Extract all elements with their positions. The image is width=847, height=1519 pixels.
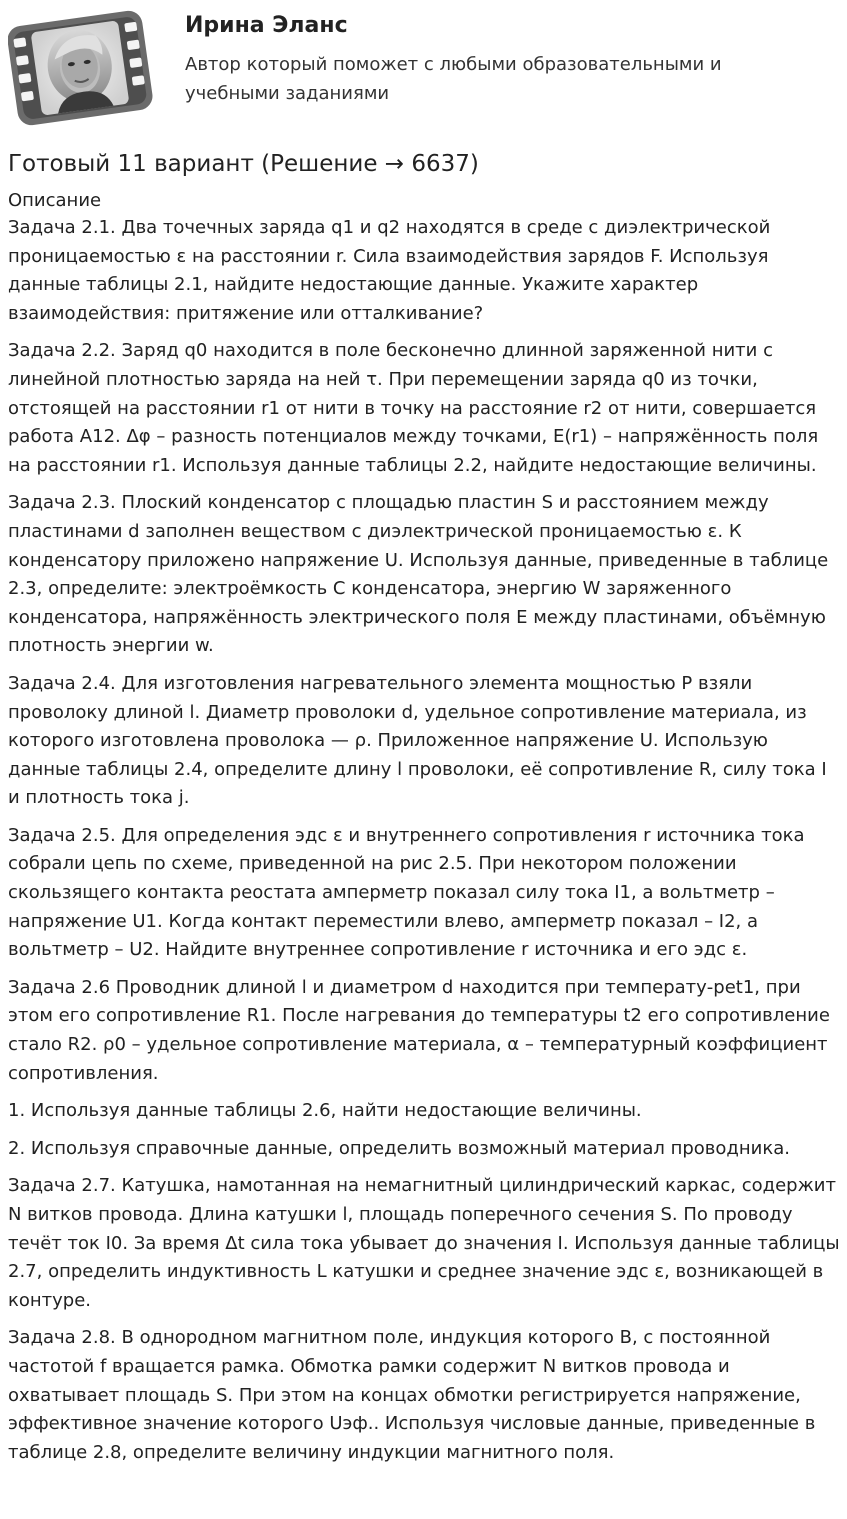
task-paragraph: 2. Используя справочные данные, определить возможный материал проводника. [8, 1137, 790, 1159]
author-avatar[interactable] [8, 8, 153, 128]
section-label-description: Описание [8, 190, 102, 211]
task-paragraph: Задача 2.6 Проводник длиной l и диаметром d находится при температу-рet1, при этом его сопротивление R1. После нагревания до температуры t2 его сопротивление стало R2. ρ0 – удельное сопротивление материала, α – температурный коэффициент сопротивления. [8, 976, 830, 1084]
task-paragraph: Задача 2.1. Два точечных заряда q1 и q2 находятся в среде с диэлектрической проницаемостью ε на расстоянии r. Сила взаимодействия зарядов F. Используя данные таблицы 2.1, найдите недостающие данные. Укажите характер взаимодействия: притяжение или отталкивание? [8, 217, 771, 324]
author-name[interactable]: Ирина Эланс [185, 13, 348, 38]
author-description: Автор который поможет с любыми образовательными и учебными заданиями [185, 54, 722, 104]
task-paragraph: Задача 2.3. Плоский конденсатор с площадью пластин S и расстоянием между пластинами d заполнен веществом с диэлектрической проницаемостью ε. К конденсатору приложено напряжение U. Используя данные, приведенные в таблице 2.3, определите: электроёмкость C конденсатора, энергию W заряженного конденсатора, напряжённость электрического поля E между пластинами, объёмную плотность энергии w. [8, 492, 829, 657]
avatar-image [8, 8, 153, 128]
task-paragraph: Задача 2.4. Для изготовления нагревательного элемента мощностью P взяли проволоку длиной l. Диаметр проволоки d, удельное сопротивление материала, из которого изготовлена проволока — ρ. Приложенное напряжение U. Использую данные таблицы 2.4, определите длину l проволоки, её сопротивление R, силу тока I и плотность тока j. [8, 672, 827, 809]
author-header [0, 0, 847, 140]
page-title: Готовый 11 вариант (Решение → 6637) [8, 151, 479, 177]
task-paragraph: 1. Используя данные таблицы 2.6, найти недостающие величины. [8, 1100, 642, 1122]
task-paragraph: Задача 2.8. В однородном магнитном поле, индукция которого B, с постоянной частотой f вращается рамка. Обмотка рамки содержит N витков провода и охватывает площадь S. При этом на концах обмотки регистрируется напряжение, эффективное значение которого Uэф.. Используя числовые данные, приведенные в таблице 2.8, определите величину индукции магнитного поля. [8, 1327, 816, 1463]
task-paragraph: Задача 2.5. Для определения эдс ε и внутреннего сопротивления r источника тока собрали цепь по схеме, приведенной на рис 2.5. При некотором положении скользящего контакта реостата амперметр показал силу тока I1, а вольтметр – напряжение U1. Когда контакт переместили влево, амперметр показал – I2, а вольтметр – U2. Найдите внутреннее сопротивление r источника и его эдс ε. [8, 824, 805, 961]
description-content [8, 214, 842, 1476]
task-paragraph: Задача 2.7. Катушка, намотанная на немагнитный цилиндрический каркас, содержит N витков провода. Длина катушки l, площадь поперечного сечения S. По проводу течёт ток I0. За время Δt сила тока убывает до значения I. Используя данные таблицы 2.7, определить индуктивность L катушки и среднее значение эдс ε, возникающей в контуре. [8, 1175, 840, 1311]
task-paragraph: Задача 2.2. Заряд q0 находится в поле бесконечно длинной заряженной нити с линейной плотностью заряда на ней τ. При перемещении заряда q0 из точки, отстоящей на расстоянии r1 от нити в точку на расстояние r2 от нити, совершается работа A12. Δφ – разность потенциалов между точками, E(r1) – напряжённость поля на расстоянии r1. Используя данные таблицы 2.2, найдите недостающие величины. [8, 340, 819, 476]
